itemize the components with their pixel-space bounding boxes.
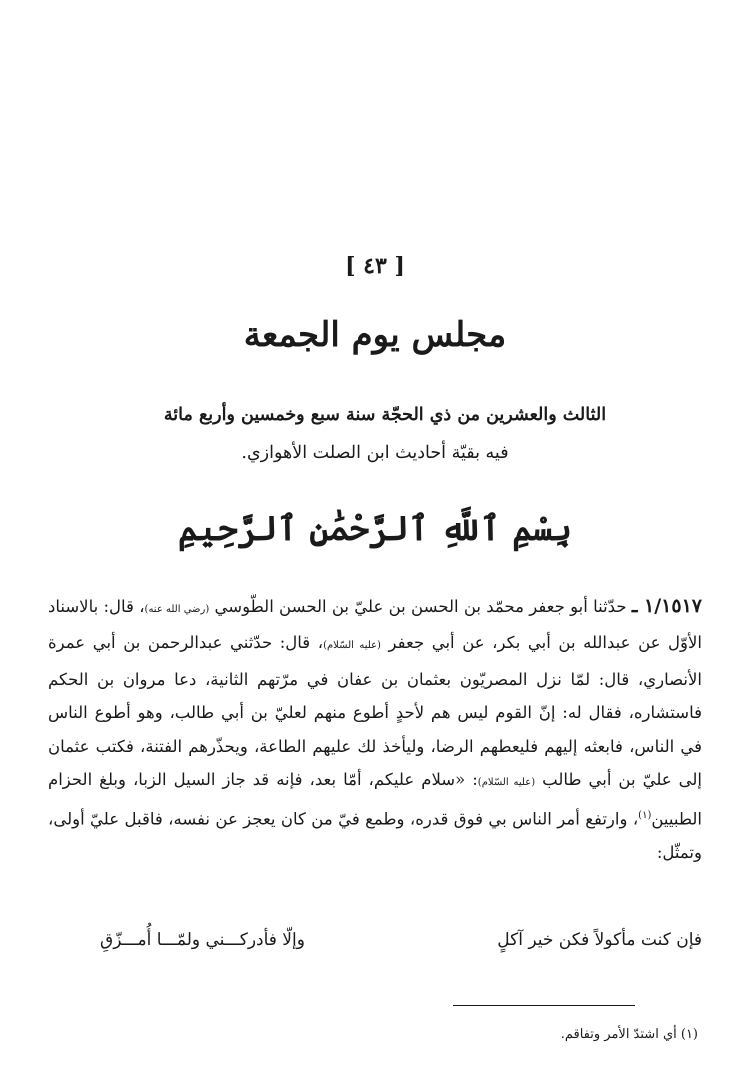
hadith-text-part: ، قال: بالاسناد الأوّل عن عبدالله بن أبي بكر، عن أبي جعفر	[48, 597, 702, 653]
content-subtitle: فيه بقيّة أحاديث ابن الصلت الأهوازي.	[241, 443, 509, 463]
section-number: [ ٤٣ ]	[345, 253, 405, 279]
hadith-text-part: حدّثنا أبو جعفر محمّد بن الحسن بن عليّ بن الحسن الطّوسي	[209, 597, 632, 616]
date-subtitle: الثالث والعشرين من ذي الحجّة سنة سبع وخمسين وأربع مائة	[163, 405, 607, 425]
honorific: (عليه السّلام)	[477, 777, 536, 789]
hadith-paragraph	[48, 590, 702, 870]
honorific: (رضي الله عنه)	[144, 604, 210, 615]
hadith-number: ١/١٥١٧ ـ	[631, 595, 702, 617]
basmala: بِسْمِ ٱللَّهِ ٱلرَّحْمَٰنِ ٱلرَّحِيمِ	[177, 509, 573, 549]
verse-first-hemistich: فإن كنت مأكولاً فكن خير آكلٍ	[497, 930, 702, 950]
honorific: (عليه السّلام)	[323, 640, 381, 652]
footnote-divider	[453, 1005, 635, 1006]
hadith-text-part: : «سلام عليكم، أمّا بعد، فإنه قد جاز السيل الزبا، وبلغ الحزام الطبيين	[48, 770, 702, 829]
footnote-reference[interactable]: (١)	[638, 810, 652, 822]
poetry-verse	[100, 930, 702, 950]
hadith-text-part: ، وارتفع أمر الناس بي فوق قدره، وطمع فيّ من كان يعجز عن نفسه، فاقبل عليّ أولى، وتمثّل:	[48, 809, 702, 863]
hadith-text-part: ، قال: حدّثني عبدالرحمن بن أبي عمرة الأنصاري، قال: لمّا نزل المصريّون بعثمان بن عفان في مرّتهم الثانية، دعا مروان بن الحكم فاستشاره، فقال له: إنّ القوم ليس هم لأحدٍ أطوع منهم لعليّ بن أبي طالب، وهو أطوع الناس في الناس، فابعثه إليهم فليعطهم الرضا، وليأخذ لك عليهم الطاعة، ويحذّرهم الفتنة، فكتب عثمان إلى عليّ بن أبي طالب	[48, 633, 703, 790]
footnote: (١) أي اشتدّ الأمر وتفاقم.	[560, 1027, 698, 1042]
page-title: مجلس يوم الجمعة	[243, 315, 507, 355]
hadith-body	[48, 590, 702, 870]
verse-second-hemistich: وإلّا فأدركـــني ولمّـــا أُمـــزّقِ	[100, 930, 305, 950]
